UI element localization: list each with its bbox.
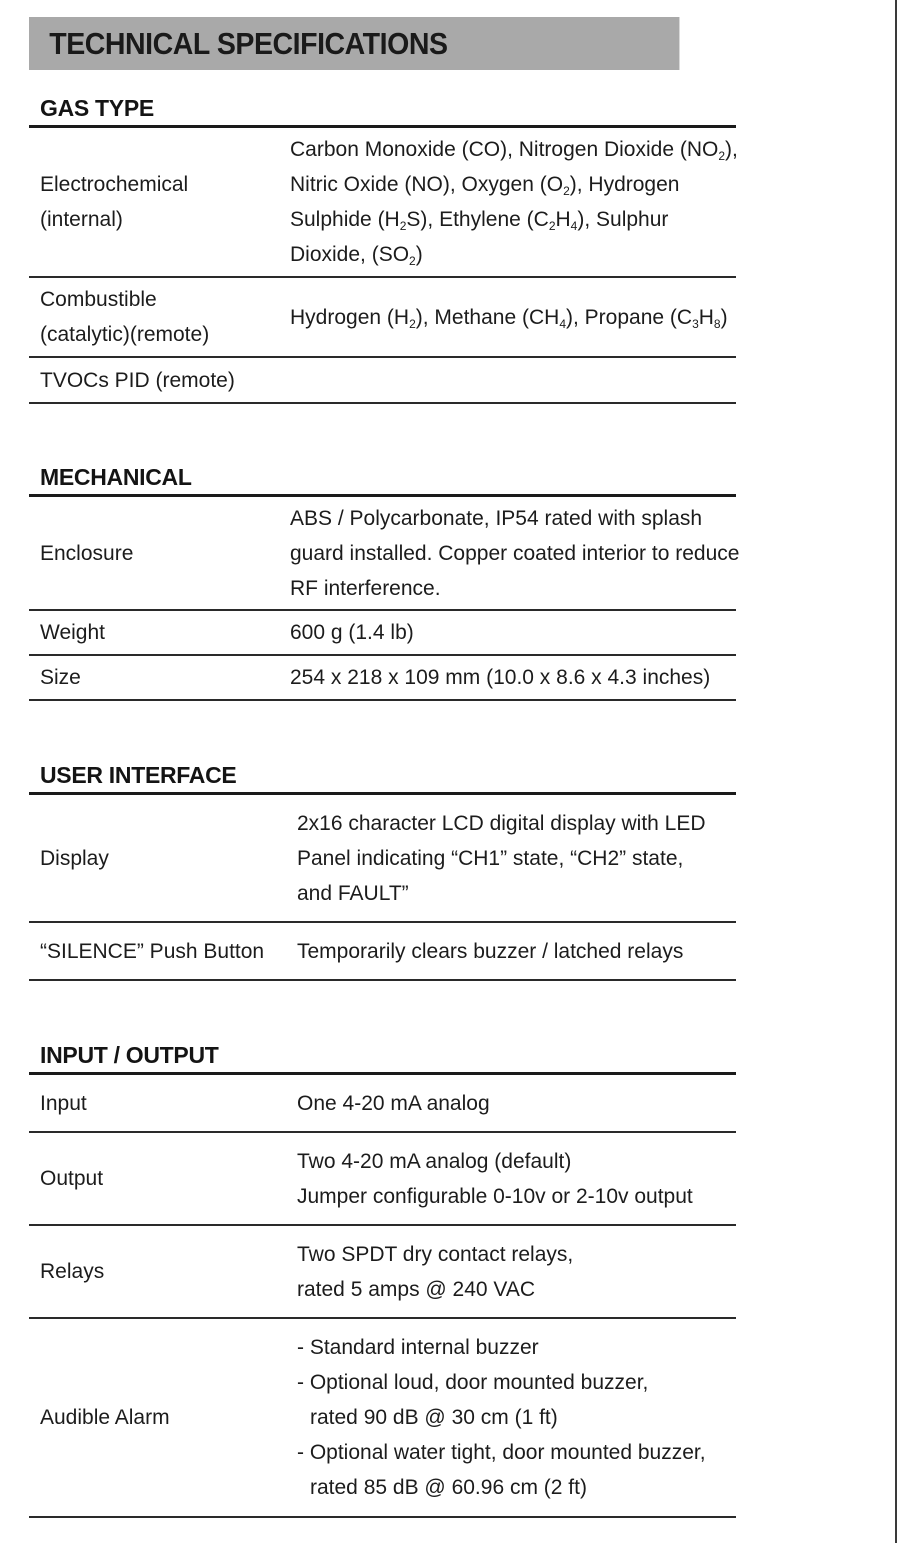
spec-value-silence: Temporarily clears buzzer / latched relays [297, 939, 684, 963]
spec-value-size: 254 x 218 x 109 mm (10.0 x 8.6 x 4.3 inches) [290, 666, 711, 689]
spec-value-relays: Two SPDT dry contact relays, rated 5 amps @ 240 VAC [297, 1242, 574, 1301]
spec-value-output: Two 4-20 mA analog (default) Jumper configurable 0-10v or 2-10v output [297, 1149, 693, 1208]
list-item: - Standard internal buzzer [297, 1336, 539, 1359]
spec-row-silence [29, 923, 736, 981]
spec-label-audible-alarm: Audible Alarm [40, 1406, 170, 1429]
section-mechanical [29, 455, 740, 701]
page-edge-rule [895, 0, 897, 1543]
spec-row-display [29, 795, 736, 923]
spec-value-enclosure: ABS / Polycarbonate, IP54 rated with splash guard installed. Copper coated interior to reduce RF interference. [290, 506, 740, 600]
spec-value-electrochemical: Carbon Monoxide (CO), Nitrogen Dioxide $(NO_2)$, Nitric Oxide (NO), Oxygen $(O_2)$, Hydrogen Sulphide $(H_2S)$, Ethylene $(C_2H_4)$, Sulphur Dioxide, $(SO_2)$ [290, 138, 738, 268]
section-user-interface [29, 753, 736, 981]
list-item: - Optional water tight, door mounted buzzer, [297, 1441, 706, 1464]
spec-value-display: 2x16 character LCD digital display with LED Panel indicating “CH1” state, “CH2” state, and FAULT” [297, 811, 706, 905]
list-item-continuation: rated 90 dB @ 30 cm (1 ft) [310, 1406, 558, 1429]
spec-row-tvocs [29, 358, 736, 404]
section-title-input-output: INPUT / OUTPUT [29, 1033, 736, 1075]
spec-row-input [29, 1075, 736, 1133]
spec-row-combustible [29, 278, 736, 358]
spec-label-weight: Weight [40, 621, 105, 644]
spec-value-weight: 600 g (1.4 lb) [290, 621, 414, 644]
spec-label-enclosure: Enclosure [40, 541, 134, 565]
spec-value-input: One 4-20 mA analog [297, 1091, 490, 1115]
section-gas-type [29, 86, 736, 404]
list-item-continuation: rated 85 dB @ 60.96 cm (2 ft) [310, 1476, 587, 1499]
section-input-output [29, 1033, 736, 1518]
spec-label-input: Input [40, 1091, 87, 1115]
spec-label-tvocs: TVOCs PID (remote) [40, 368, 235, 392]
section-title-gas-type: GAS TYPE [29, 86, 736, 128]
spec-label-combustible: Combustible (catalytic)(remote) [40, 288, 210, 346]
section-title-user-interface: USER INTERFACE [29, 753, 736, 795]
spec-row-enclosure [29, 497, 740, 611]
spec-value-combustible: Hydrogen $(H_2)$, Methane $(CH_4)$, Propane $(C_3H_8)$ [290, 305, 728, 331]
spec-row-weight [29, 611, 736, 656]
list-item: - Optional loud, door mounted buzzer, [297, 1371, 649, 1394]
section-title-mechanical: MECHANICAL [29, 455, 736, 497]
spec-row-electrochemical [29, 128, 736, 278]
spec-row-output [29, 1133, 736, 1226]
spec-row-relays [29, 1226, 736, 1319]
spec-label-size: Size [40, 666, 81, 689]
spec-row-size [29, 656, 736, 701]
spec-label-display: Display [40, 846, 109, 870]
spec-label-silence: “SILENCE” Push Button [40, 939, 265, 963]
spec-sheet [29, 17, 740, 1518]
spec-label-electrochemical: Electrochemical (internal) [40, 173, 189, 231]
spec-value-audible-alarm [279, 1330, 736, 1505]
spec-label-relays: Relays [40, 1260, 105, 1283]
spec-label-output: Output [40, 1167, 104, 1190]
page-title: TECHNICAL SPECIFICATIONS [29, 17, 679, 70]
spec-row-audible-alarm [29, 1319, 736, 1518]
